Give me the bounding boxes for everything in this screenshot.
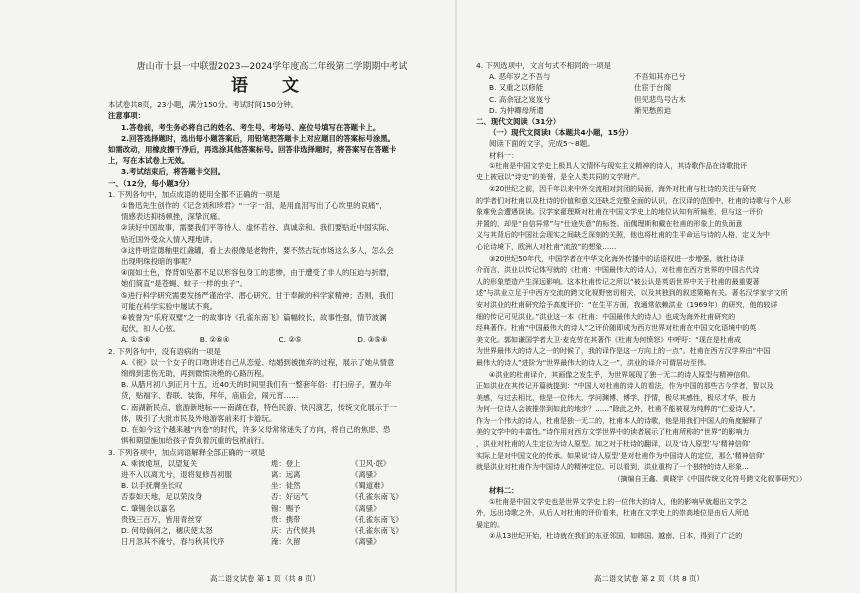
q1-item-line: ①鲁迅先生创作的《记念刘和珍君》“一字一泪，是用血泪写出了心坎里的哀痛”， bbox=[121, 201, 387, 211]
q1-item-line: 贴近国外受众入情入理地讲。 bbox=[121, 234, 218, 244]
q4-right: 不吾知其亦已兮 bbox=[634, 72, 686, 82]
q3-source: 《孔雀东南飞》 bbox=[351, 514, 403, 524]
q2-item-line: 惧和期望施加给孩子背负着沉重的包袱前行。 bbox=[121, 436, 269, 446]
q3-gloss: 淹：久留 bbox=[271, 537, 301, 547]
reading-instruction: 阅读下面的文字，完成5～8题。 bbox=[489, 139, 595, 149]
q4-left: A. 恶年岁之不吾与 bbox=[489, 72, 551, 82]
q2-item-line: B. 从腊月初八到正月十五，近40天的时间里我们有一整套年俗：打扫房子，置办年 bbox=[121, 380, 392, 390]
notice-2-end: 上，写在本试卷上无效。 bbox=[108, 156, 190, 166]
q3-gloss: 否：好运气 bbox=[271, 492, 308, 502]
paragraph-line: 就是洪业对杜甫作为中国诗人的精神定位。可以看到，洪业重构了一个独特的诗人形象… bbox=[476, 463, 749, 472]
q3-sentence: 进不入以离尤兮，退将复修吾初服 bbox=[121, 469, 232, 479]
paragraph-line: 并置的，却是“自信异常”与“仕途失意”的标签。而儒理斯和戴在杜甫的形象上的负面意 bbox=[476, 219, 743, 228]
question-3: 3. 下列各项中，加点词语解释全部正确的一项是 bbox=[108, 447, 266, 457]
q3-sentence: 否泰如天地，足以荣汝身 bbox=[121, 492, 203, 502]
q1-item-line: 起伏，扣人心弦。 bbox=[121, 324, 181, 334]
notice-2-cont: 如需改动，用橡皮擦干净后，再选涂其他答案标号。回答非选择题时，将答案写在答题卡 bbox=[108, 145, 397, 155]
q3-source: 《离骚》 bbox=[351, 537, 381, 547]
paragraph-line: 安对洪业的杜甫研究给予高度评价：“在生平方面，我通常依赖洪业（1969年）的研究，他的较详 bbox=[476, 300, 778, 309]
paragraph-line: 象难免会遭遇误读。汉学家翟理斯对杜甫在中国文学史上的地位认知有所偏差，但与这一评价 bbox=[476, 208, 763, 217]
q1-item-line: 情感表达抑扬顿挫，深挚沉痛。 bbox=[121, 212, 225, 222]
notice-title: 注意事项： bbox=[108, 111, 145, 121]
paragraph-line: ①杜甫是中国文学史上极具人文情怀与现实主义精神的诗人，其诗歌作品在诗歌批评 bbox=[489, 161, 748, 170]
material-2-text bbox=[476, 497, 806, 543]
q4-right: 但见悲鸟号古木 bbox=[634, 94, 686, 104]
paragraph-line: 外，远出诗歌之外，从后人对杜甫的评价看来，杜甫在文学史上的崇高地位是由后人所追 bbox=[476, 509, 749, 518]
q1-item-line: 可能在科学实验中屡试不爽。 bbox=[121, 301, 218, 311]
section-2-heading: 二、现代文阅读（31分） bbox=[476, 117, 561, 127]
q1-option-d: D. ③⑤⑥ bbox=[357, 335, 388, 345]
q3-gloss: 坐：徒然 bbox=[271, 481, 301, 491]
q4-right: 渐见愁煎迫 bbox=[634, 105, 671, 115]
page-2 bbox=[476, 60, 806, 543]
q1-item-line: ②读好中国故事，需要我们平等待人、虚怀若谷、真诚亲和。我们要贴近中国实际、 bbox=[121, 223, 394, 233]
q1-item-line: ③这件明宣德釉里红盏罐，看上去很像是老物件，要不然古玩市场这么多人，怎么会 bbox=[121, 245, 394, 255]
source-citation: （摘编自王鑫、黄晓宇《中国传统文化符号跨文化叙事研究》） bbox=[613, 474, 806, 483]
paragraph-line: 晏定的。 bbox=[476, 520, 504, 529]
q1-item-line: 出现明珠投暗的事呢？ bbox=[121, 257, 195, 267]
notice-1: 1.答卷前，考生务必将自己的姓名、考生号、考场号、座位号填写在答题卡上。 bbox=[121, 122, 381, 132]
paragraph-line: 正如洪业在其传记开篇就提到：“中国人对杜甫的诗人的看法，作为中国的那些古今学者，智以及 bbox=[476, 382, 774, 391]
paragraph-line: ②20世纪之前，因千年以来中外交流相对封闭的局面，海外对杜甫与杜诗的关注与研究 bbox=[489, 185, 757, 194]
exam-title: 唐山市十县一中联盟2023—2024学年度高二年级第二学期期中考试 bbox=[136, 62, 408, 72]
q1-item-line: ⑤进行科学研究需要发扬严谨治学、潜心研究、甘于奉献的科学家精神；否则，我们 bbox=[121, 290, 394, 300]
section-1-heading: 一、（12分，每小题3分） bbox=[108, 178, 194, 188]
paragraph-line: 作为一个伟大的诗人，杜甫是独一无二的，杜甫本人的诗歌，他是用我们中国人的角度解释了 bbox=[476, 416, 763, 425]
paragraph-line: ③20世纪50年代，中国学者在中华文化海外传播中的话语权进一步增强，就杜诗译 bbox=[489, 254, 745, 263]
q1-options bbox=[108, 334, 436, 345]
q1-option-a: A. ①⑤⑥ bbox=[121, 335, 151, 345]
paragraph-line: 实际上是对中国文化的传承。如果说‘诗人原型’是对杜甫作为中国诗人的定位，那么‘精神信仰’ bbox=[476, 451, 765, 460]
paragraph-line: 义与其背后的中国社会现实之间缺乏深刻的关照，他也将杜甫的生平命运与诗的人格，定义为中 bbox=[476, 231, 770, 240]
paragraph-line: 述”与洪业立足于中西方交流的跨文化视野密切相关，以及其独到的叙述策略有关。著名汉学家宇文所 bbox=[476, 289, 788, 298]
q3-source: 《孔雀东南飞》 bbox=[351, 525, 403, 535]
q3-sentence: 日月忽其不淹兮，春与秋其代序 bbox=[121, 537, 225, 547]
page-1 bbox=[108, 56, 436, 547]
q3-source: 《离骚》 bbox=[351, 469, 381, 479]
paragraph-line: 细的传记可见洪业。”洪业这一本《杜甫：中国最伟大的诗人》也成为海外杜甫研究的 bbox=[476, 312, 736, 321]
q3-sentence: C. 肇锡余以嘉名 bbox=[121, 503, 176, 513]
q3-gloss: 垝：登上 bbox=[271, 458, 301, 468]
q2-item-line: 体，吸引了大批市民及外地游客前来打卡游玩。 bbox=[121, 413, 277, 423]
q3-table bbox=[108, 458, 436, 548]
q3-source: 《孔雀东南飞》 bbox=[351, 492, 403, 502]
material-1-label: 材料一： bbox=[489, 150, 519, 160]
paragraph-line: 的学者们对杜甫以及杜诗的价值和意义还缺乏完整全面的认识，在汉译的范围中，杜甫的诗歌与个人形 bbox=[476, 196, 791, 205]
q3-sentence: B. 以手抚膺坐长叹 bbox=[121, 481, 183, 491]
notice-3: 3.考试结束后，将答题卡交回。 bbox=[121, 167, 226, 177]
paragraph-line: ，洪业对杜甫的人生定位为诗人原型。加之对于杜诗的翻译，以及‘诗人原型’与‘精神信仰’ bbox=[476, 440, 751, 449]
q3-gloss: 贵：携带 bbox=[271, 514, 301, 524]
q1-item-line: ⑥被誉为“乐府双璧”之一的故事诗《孔雀东南飞》篇幅较长，故事性强，情节波澜 bbox=[121, 313, 387, 323]
q1-option-c: C. ②⑤ bbox=[278, 335, 302, 345]
paragraph-line: 介而言，洪业以传记体写就的《杜甫：中国最伟大的诗人》，对杜甫在西方世界的中国古代诗 bbox=[476, 266, 760, 275]
subsection-heading: （一）现代文阅读Ⅰ（本题共4小题，15分） bbox=[489, 128, 633, 138]
q3-gloss: 庆：古代侯具 bbox=[271, 525, 316, 535]
q3-gloss: 离：远离 bbox=[271, 469, 301, 479]
material-2-label: 材料二： bbox=[489, 486, 519, 496]
q1-item-line: 她们简直“是苍蝇、蚊子一样的虫子”。 bbox=[121, 279, 247, 289]
page-fold-divider bbox=[455, 0, 457, 593]
paragraph-line: 美文化。郭如谦国学者大卫·麦克劳在其著作《杜甫为何愤怒》中呼吁：“现在是杜甫成 bbox=[476, 335, 741, 344]
q4-left: C. 高余冠之岌岌兮 bbox=[489, 94, 551, 104]
paragraph-line: 美感，与过去相比，他是一位伟大、学问渊博、博学、抒情，极尽其感性，极尽才华，极力 bbox=[476, 393, 756, 402]
material-1-text bbox=[476, 161, 806, 486]
page-1-footer: 高二语文试卷 第 1 页（共 8 页） bbox=[210, 574, 320, 583]
paragraph-line: ④洪业的杜甫译介，其画像之发生乎，为世界展现了独一无二的诗人原型与精神信仰。 bbox=[489, 370, 755, 379]
paragraph-line: 经典著作。杜甫“中国最伟大的诗人”之评价随即成为西方世界对杜甫在中国文化语境中的英 bbox=[476, 324, 757, 333]
q1-option-b: B. ②⑥④ bbox=[199, 335, 230, 345]
q3-sentence: A. 乘彼垝垣，以望复关 bbox=[121, 458, 198, 468]
q4-options bbox=[476, 71, 806, 116]
question-2: 2. 下列各句中，没有语病的一项是 bbox=[108, 346, 221, 356]
subject-title: 语 文 bbox=[231, 76, 313, 97]
paragraph-line: 心论诗境下，欧洲人对杜甫“流放”的想象…… bbox=[476, 242, 617, 251]
paragraph-line: 为何一位诗人会被推崇到如此的地步？……”除此之外，杜甫不能被视为纯粹的“仁爱诗人”。 bbox=[476, 405, 760, 414]
page-2-footer: 高二语文试卷 第 2 页（共 8 页） bbox=[594, 574, 704, 583]
q4-left: D. 为仲卿母所遣 bbox=[489, 105, 544, 115]
q2-item-line: 货，贴福字、春联、装饰，拜年，庙庙会，闹元宵…… bbox=[121, 391, 299, 401]
q1-item-line: ④面如土色，脊背如坠都不足以形容包身工的悲惨，由于遭受了非人的压迫与折磨， bbox=[121, 268, 394, 278]
paragraph-line: 为世界最伟大的诗人之一的时候了，我的译作是这一方向上的一点”。杜甫在西方汉学界由“中国 bbox=[476, 347, 771, 356]
paragraph-line: 最伟大的诗人”进阶为“世界最伟大的诗人之一”，洪业的译介可谓居功至伟。 bbox=[476, 358, 711, 367]
q3-source: 《卫风·氓》 bbox=[351, 458, 391, 468]
question-1: 1. 下列各句中，加点成语的使用全都不正确的一项是 bbox=[108, 189, 280, 199]
q2-item-line: A.《祝》以一个女子的口吻讲述自己从恋爱、结婚到被抛弃的过程，展示了她从情意 bbox=[121, 357, 395, 367]
q3-source: 《离骚》 bbox=[351, 503, 381, 513]
q3-source: 《蜀道难》 bbox=[351, 481, 388, 491]
paragraph-line: 人的形象塑造产生深远影响。这本杜甫传记之所以“被公认是英语世界中关于杜甫的最重要著 bbox=[476, 277, 760, 286]
paragraph-line: ①杜甫是中国文学史也是世界文学史上的一位伟大的诗人，他的影响早就超出文学之 bbox=[489, 497, 748, 506]
q3-sentence: 贵钱三百万，皆用青丝穿 bbox=[121, 514, 203, 524]
q2-item-line: 绵绵到悲伤无助，再到微愤决绝的心路历程。 bbox=[121, 369, 269, 379]
exam-intro: 本试卷共8页，23小题，满分150分。考试时间150分钟。 bbox=[108, 100, 299, 110]
paragraph-line: ②从13世纪开始，杜诗就在我们的东亚邻国，如韩国、越南、日本，得到了广泛的 bbox=[489, 532, 743, 541]
paragraph-line: 史上被冠以“诗史”的美誉，是全人类共同的文学财产。 bbox=[476, 173, 645, 182]
notice-2: 2.回答选择题时，选出每小题答案后，用铅笔把答题卡上对应题目的答案标号涂黑。 bbox=[121, 133, 396, 143]
paragraph-line: 美的文学中的丰富性。”诗作用对西方文学世界中的读者展示了杜甫所称的“世界”的影响力 bbox=[476, 428, 750, 437]
q4-left: B. 又重之以修能 bbox=[489, 83, 544, 93]
question-4: 4. 下列选项中，文言句式不相同的一项是 bbox=[476, 61, 612, 70]
q2-item-line: D. 在如今这个越来越“内卷”的时代，许多父母常常迷失了方向，将自己的焦虑、恐 bbox=[121, 425, 391, 435]
q4-right: 仕宦于台阁 bbox=[634, 83, 671, 93]
q2-item-line: C. 南湖新民点、旅游新地标——南湖在春，特色民游、快闪演艺，传统文化展示于一 bbox=[121, 402, 397, 412]
q3-gloss: 锡：赐予 bbox=[271, 503, 301, 513]
q3-sentence: D. 何母倘何之，穗庆使太怒 bbox=[121, 525, 213, 535]
